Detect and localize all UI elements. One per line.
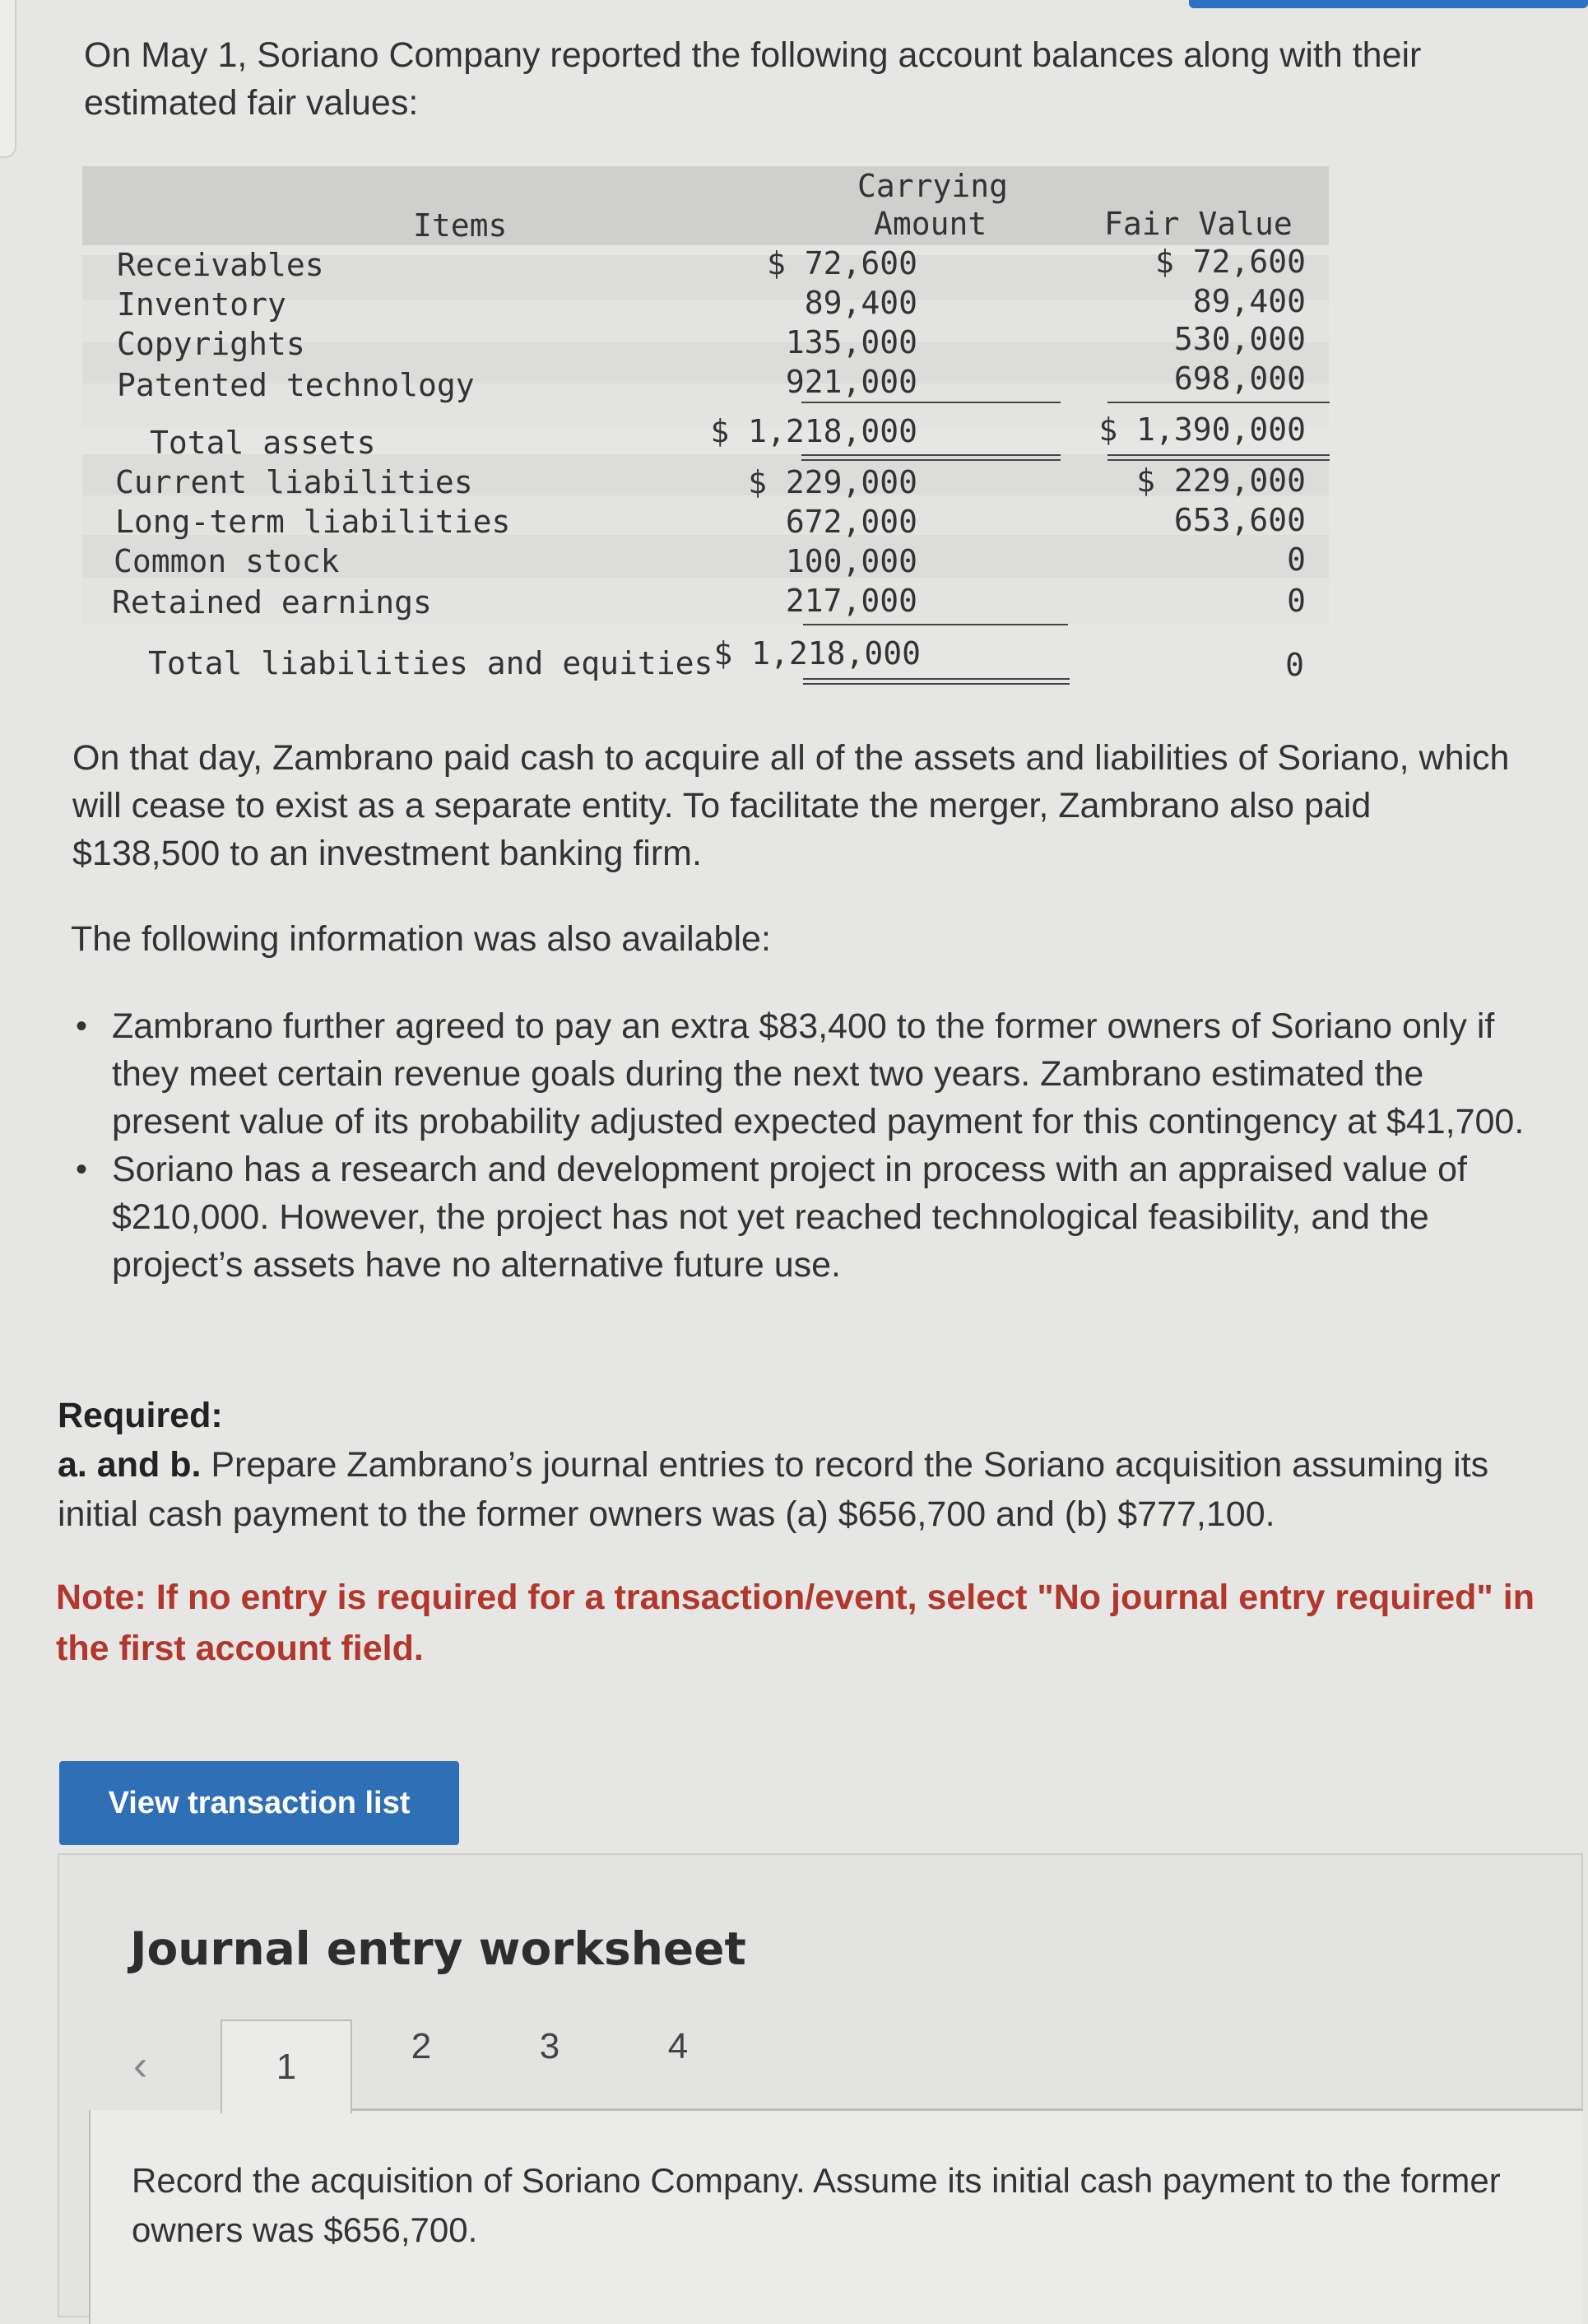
double-rule xyxy=(801,459,1061,461)
row-label: Total liabilities and equities xyxy=(148,645,713,681)
subtotal-rule xyxy=(1107,402,1330,403)
required-section xyxy=(58,1391,1539,1539)
fair-value: 530,000 xyxy=(1173,321,1306,357)
carrying-value: $ 1,218,000 xyxy=(713,635,921,672)
header-carrying-amount: Amount xyxy=(874,206,987,242)
required-text: Prepare Zambrano’s journal entries to record the Soriano acquisition assuming its initial cash payment to the former owners was (a) $656,700 and (b) $777,100. xyxy=(58,1445,1489,1534)
row-label: Patented technology xyxy=(117,367,475,403)
double-rule xyxy=(1107,459,1330,461)
carrying-value: $ 229,000 xyxy=(748,464,917,500)
balances-table xyxy=(82,166,1329,693)
double-rule xyxy=(1107,454,1330,456)
bullet-icon: • xyxy=(76,1151,88,1188)
view-transaction-list-button[interactable]: View transaction list xyxy=(59,1761,459,1845)
subtotal-rule xyxy=(803,624,1068,625)
bullet-icon: • xyxy=(76,1008,88,1044)
list-item xyxy=(71,1002,1544,1146)
fair-value: 89,400 xyxy=(1192,283,1306,319)
carrying-value: 672,000 xyxy=(785,504,917,540)
double-rule xyxy=(801,454,1061,456)
row-label: Long-term liabilities xyxy=(115,504,511,540)
info-bullets xyxy=(71,1002,1544,1289)
fair-value: 0 xyxy=(1287,583,1306,619)
carrying-value: 135,000 xyxy=(785,324,917,360)
fair-value: $ 1,390,000 xyxy=(1098,411,1306,448)
info-heading: The following information was also available: xyxy=(71,919,771,959)
carrying-value: 217,000 xyxy=(785,583,917,619)
chevron-left-icon[interactable]: ‹ xyxy=(133,2042,148,2089)
carrying-value: $ 1,218,000 xyxy=(710,413,917,449)
fair-value: $ 229,000 xyxy=(1136,462,1306,499)
left-edge-panel xyxy=(0,0,16,158)
bullet-text: Zambrano further agreed to pay an extra $83,400 to the former owners of Soriano only if they meet certain revenue goals during the next two years. Zambrano estimated the present value of its probability adjusted expected payment for this contingency at $41,700. xyxy=(112,1006,1525,1141)
worksheet-title: Journal entry worksheet xyxy=(130,1922,746,1975)
note-text: Note: If no entry is required for a transaction/event, select "No journal entry required" in the first account field. xyxy=(56,1578,1535,1668)
carrying-value: 89,400 xyxy=(804,285,917,321)
carrying-value: 100,000 xyxy=(785,543,917,579)
row-label: Total assets xyxy=(150,425,376,461)
fair-value: $ 72,600 xyxy=(1154,244,1306,280)
required-ab-label: a. and b. xyxy=(58,1445,202,1485)
tab-baseline xyxy=(349,2108,1583,2111)
fair-value: 698,000 xyxy=(1173,360,1306,397)
intro-text: On May 1, Soriano Company reported the following account balances along with their estimated fair values: xyxy=(84,35,1422,123)
subtotal-rule xyxy=(801,402,1061,403)
top-accent-bar xyxy=(1189,0,1588,8)
tab-3[interactable]: 3 xyxy=(539,2026,560,2066)
header-items: Items xyxy=(413,207,508,244)
tab-4[interactable]: 4 xyxy=(667,2026,689,2066)
row-label: Inventory xyxy=(117,286,286,323)
bullet-text: Soriano has a research and development project in process with an appraised value of $210,000. However, the project has not yet reached technological feasibility, and the project’s assets have no alternative future use. xyxy=(112,1150,1467,1285)
merger-paragraph: On that day, Zambrano paid cash to acquire all of the assets and liabilities of Soriano, which will cease to exist as a separate entity. To facilitate the merger, Zambrano also paid $138,500 to an investment banking firm. xyxy=(72,738,1510,873)
carrying-value: 921,000 xyxy=(785,364,917,400)
tab-label: 1 xyxy=(276,2047,297,2087)
double-rule xyxy=(803,683,1070,685)
fair-value: 0 xyxy=(1287,541,1306,578)
header-carrying: Carrying xyxy=(857,168,1009,204)
row-label: Retained earnings xyxy=(112,584,432,621)
header-fair-value: Fair Value xyxy=(1104,206,1293,242)
row-label: Copyrights xyxy=(117,326,305,362)
double-rule xyxy=(803,678,1070,680)
fair-value: 653,600 xyxy=(1173,502,1306,538)
worksheet-instruction: Record the acquisition of Soriano Company. Assume its initial cash payment to the former owners was $656,700. xyxy=(132,2161,1501,2249)
required-heading: Required: xyxy=(58,1396,223,1435)
row-label: Common stock xyxy=(114,543,340,579)
tab-2[interactable]: 2 xyxy=(411,2026,432,2066)
fair-value: 0 xyxy=(1285,647,1304,683)
row-label: Current liabilities xyxy=(115,464,473,500)
row-label: Receivables xyxy=(117,247,324,283)
list-item xyxy=(71,1146,1544,1289)
tab-1[interactable] xyxy=(221,2020,352,2113)
carrying-value: $ 72,600 xyxy=(766,245,917,281)
